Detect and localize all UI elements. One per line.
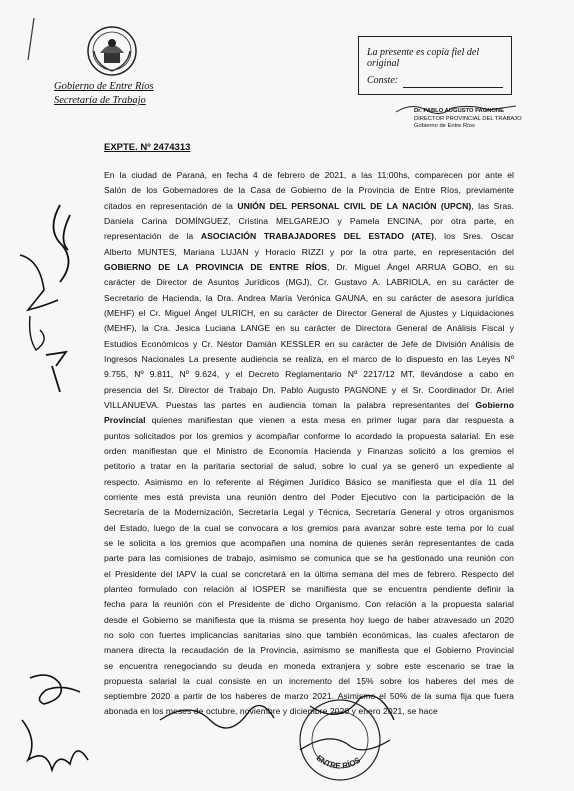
- body-line: Provincial quienes manifiestan que vienen a esta mesa en primer lugar para dar respuesta a: [104, 415, 514, 426]
- body-line: planteo formulado con relación al IOSPER se manifiesta que se encuentra pendiente definir la: [104, 583, 514, 594]
- certification-box: [358, 36, 512, 95]
- body-line: parte para las comisiones de trabajo, asimismo se comunica que se ha gestionado una reunión con: [104, 553, 514, 564]
- body-line: GOBIERNO DE LA PROVINCIA DE ENTRE RÍOS, Dr. Miguel Ángel ARRUA GOBO, en su: [104, 261, 514, 272]
- body-line: VILLANUEVA. Puestas las partes en audiencia toman la palabra representantes del Gobierno: [104, 399, 514, 410]
- body-line: propuesta salarial la cual consiste en un incremento del 15% sobre los haberes del mes de: [104, 675, 514, 686]
- svg-text:ENTRE RÍOS: [315, 753, 363, 770]
- body-line: puntos solicitados por los gremios y acompañar conforme lo acordado la propuesta salarial. En ese: [104, 430, 514, 441]
- director-title: DIRECTOR PROVINCIAL DEL TRABAJO: [414, 115, 522, 122]
- certification-line-2: Conste:: [367, 75, 399, 86]
- body-line: 9.755, Nº 9.811, Nº 9.624, y el Decreto Reglamentario Nº 2217/12 MT, llevándose a cabo en: [104, 369, 514, 380]
- body-line: respecto. Asimismo en lo referente al Régimen Jurídico Básico se manifiesta que el día 11 del: [104, 476, 514, 487]
- body-line: Secretario de Hacienda, la Dra. Andrea María Verónica GAUNA, en su carácter de asesora jurídica: [104, 292, 514, 303]
- body-line: (MEHF) el Cr. Miguel Ángel ULRICH, en su carácter de Director General de Ajustes y Liquidaciones: [104, 307, 514, 318]
- body-line: desde el Gobierno se manifiesta que la misma se presenta hoy luego de haber atravesado un 2020: [104, 614, 514, 625]
- margin-signatures: [0, 0, 100, 791]
- body-line: manera directa la recaudación de la Provincia, asimismo se manifiesta que el Gobierno Provincial: [104, 645, 514, 656]
- director-signature-block: [414, 108, 522, 131]
- body-line: el Presidente del IAPV la cual se concretará en la última semana del mes de febrero. Respecto del: [104, 568, 514, 579]
- body-line: presencia del Sr. Director de Trabajo Dn. Pablo Augusto PAGNONE y el Sr. Coordinador Dr. Ariel: [104, 384, 514, 395]
- certification-line-1: La presente es copia fiel del original: [367, 47, 480, 69]
- official-stamp: [290, 690, 390, 790]
- body-line: abonada en los meses de octubre, noviembre y diciembre 2020 y enero 2021, se hace: [104, 706, 438, 717]
- body-line: septiembre 2020 a partir de los haberes de marzo 2021. Asimismo el 50% de la suma fija que fuera: [104, 691, 514, 702]
- document-body: [104, 168, 514, 720]
- body-line: Estudios Económicos y Cr. Néstor Damián KESSLER en su carácter de Jefe de División Análisis de: [104, 338, 514, 349]
- body-line: Daniela Carina DOMÍNGUEZ, Cristina MELGAREJO y Pamela ENCINA, por otra parte, en: [104, 215, 514, 226]
- director-office: Gobierno de Entre Ríos: [414, 123, 475, 129]
- stamp-text: ENTRE RÍOS: [314, 753, 363, 771]
- body-line: Alberto MUNTES, Mariana LUJAN y Horacio RIZZI y por la otra parte, en representación del: [104, 246, 514, 257]
- director-name: Dr. PABLO AUGUSTO PAGNONE: [414, 108, 504, 114]
- body-line: orden manifiestan que el Ministro de Economía Hacienda y Finanzas solicitó a los gremios el: [104, 445, 514, 456]
- body-line: no solo con fuertes implicancias sanitarias sino que también económicas, las cuales afectaron de: [104, 629, 514, 640]
- body-line: se le solicita a los gremios que acompañen una nomina de quienes serán representantes de cada: [104, 537, 514, 548]
- body-line: carácter de Director de Asuntos Jurídicos (MGJ), Cr. Gustavo A. LABRIOLA, en su carácter de: [104, 277, 514, 288]
- body-line: petitorio a tratar en la paritaria sectorial de salud, sobre lo cual ya se generó un expediente al: [104, 461, 514, 472]
- gov-line-2: Secretaría de Trabajo: [54, 95, 146, 106]
- body-line: corriente mes está prevista una reunión dentro del Poder Ejecutivo con la participación de la: [104, 491, 514, 502]
- body-line: Secretaría de la Modernización, Secretaría Legal y Técnica, Secretaría General y otros organismos: [104, 507, 514, 518]
- certification-signature-line: [403, 87, 503, 88]
- gov-line-1: Gobierno de Entre Ríos: [54, 81, 154, 92]
- body-line: fecha para la reunión con el Presidente de dicho Organismo. Con relación a la propuesta salarial: [104, 599, 514, 610]
- body-line: Salón de los Gobernadores de la Casa de Gobierno de la Provincia de Entre Ríos, previamente: [104, 185, 514, 196]
- body-line: representación de la ASOCIACIÓN TRABAJADORES DEL ESTADO (ATE), los Sres. Oscar: [104, 231, 514, 242]
- body-line: del Estado, luego de la cual se convocara a los gremios para avanzar sobre este tema por lo cual: [104, 522, 514, 533]
- body-line: se encuentra renegociando su deuda en moneda extranjera y sobre este escenario se trae la: [104, 660, 514, 671]
- body-line: En la ciudad de Paraná, en fecha 4 de febrero de 2021, a las 11:00hs, comparecen por ante el: [104, 170, 514, 180]
- expediente-number: EXPTE. Nº 2474313: [104, 142, 191, 153]
- body-line: citados en representación de la UNIÓN DEL PERSONAL CIVIL DE LA NACIÓN (UPCN), las Sras.: [104, 200, 514, 211]
- body-line: (MEHF), la Cra. Jesica Luciana LANGE en su carácter de Directora General de Análisis Fiscal y: [104, 323, 514, 334]
- body-line: Ingresos Nacionales La presente audiencia se realiza, en el marco de lo dispuesto en las Leyes Nº: [104, 353, 514, 364]
